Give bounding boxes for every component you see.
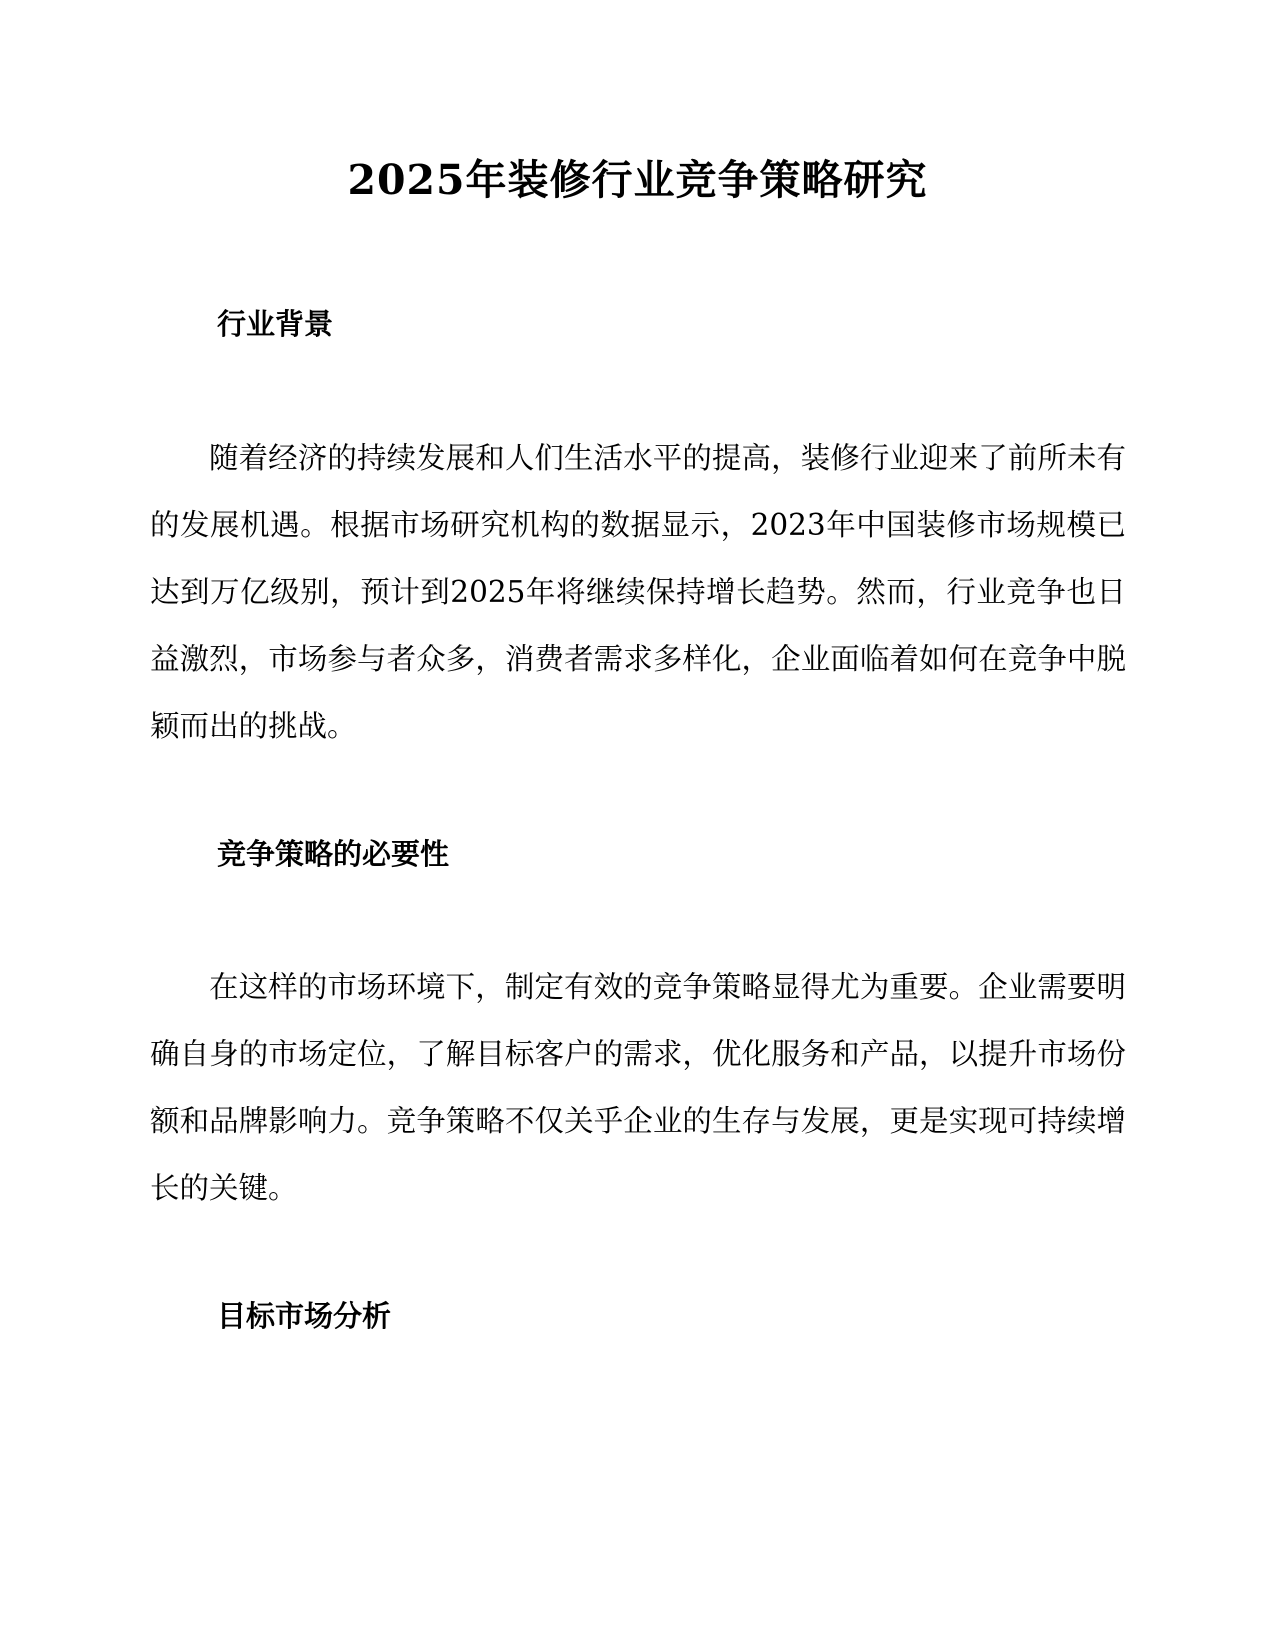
section-paragraph-strategy-necessity: 在这样的市场环境下，制定有效的竞争策略显得尤为重要。企业需要明确自身的市场定位，了解目标客户的需求，优化服务和产品，以提升市场份额和品牌影响力。竞争策略不仅关乎企业的生存与发展，更是实现可持续增长的关键。 <box>150 970 1126 1205</box>
section-heading-strategy-necessity: 竞争策略的必要性 <box>217 837 450 871</box>
section-paragraph-industry-background: 随着经济的持续发展和人们生活水平的提高，装修行业迎来了前所未有的发展机遇。根据市场研究机构的数据显示，2023年中国装修市场规模已达到万亿级别，预计到2025年将继续保持增长趋势。然而，行业竞争也日益激烈，市场参与者众多，消费者需求多样化，企业面临着如何在竞争中脱颖而出的挑战。 <box>150 441 1126 743</box>
section-heading-industry-background: 行业背景 <box>217 307 334 341</box>
document-title: 2025年装修行业竞争策略研究 <box>347 156 928 204</box>
section-heading-target-market: 目标市场分析 <box>217 1299 392 1333</box>
